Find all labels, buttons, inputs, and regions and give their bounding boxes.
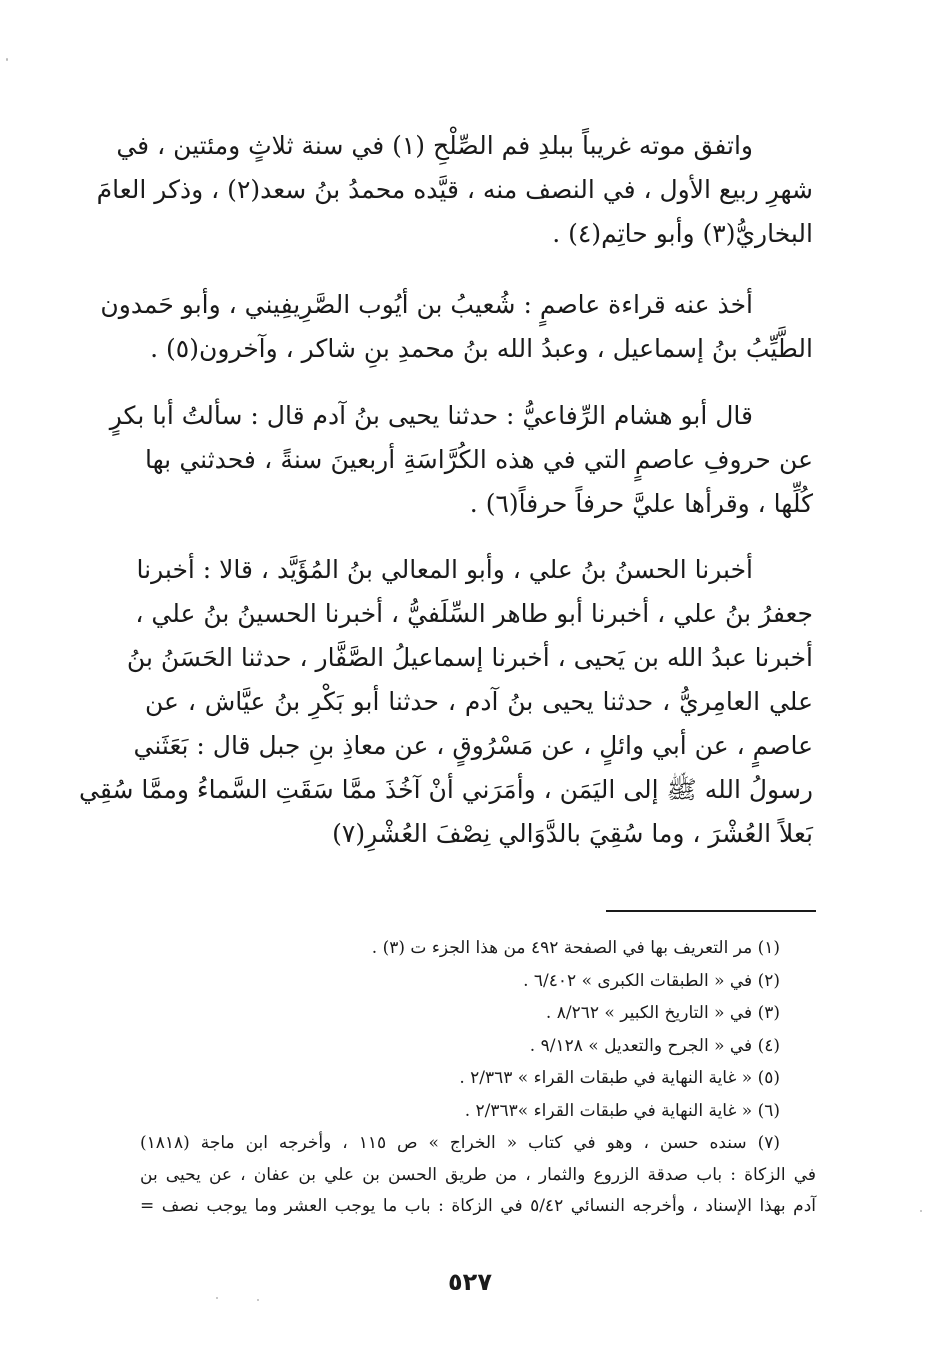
text-line: الطَّيِّبُ بنُ إسماعيل ، وعبدُ الله بنُ محمدِ بنِ شاكر ، وآخرون(٥) . [150,334,813,363]
footnote-continuation: آدم بهذا الإسناد ، وأخرجه النسائي ٥/٤٢ في الزكاة : باب ما يوجب العشر وما يوجب نصف = [140,1195,816,1216]
text-line: عاصمٍ ، عن أبي وائلٍ ، عن مَسْرُوقٍ ، عن معاذِ بنِ جبل قال : بَعَثَني [133,731,813,760]
text-line: شهرِ ربيع الأول ، في النصف منه ، قيَّده محمدُ بنُ سعد(٢) ، وذكر العامَ [96,175,813,204]
paragraph-death [96,124,813,256]
text-line: أخبرنا الحسنُ بنُ علي ، وأبو المعالي بنُ المُؤَيَّد ، قالا : أخبرنا [136,555,753,584]
footnote-item: (٢) في « الطبقات الكبرى » ٦/٤٠٢ . [523,970,780,991]
scan-speck [6,58,8,61]
text-line: جعفرُ بنُ علي ، أخبرنا أبو طاهر السِّلَفيُّ ، أخبرنا الحسينُ بنُ علي ، [135,599,813,628]
footnote-separator [606,910,816,912]
scan-speck [920,1210,922,1212]
text-line: واتفق موته غريباً ببلدِ فم الصِّلْحِ (١) في سنة ثلاثٍ ومئتين ، في [116,131,753,160]
footnote-item: (٧) سنده حسن ، وهو في كتاب « الخراج » ص ١١٥ ، وأخرجه ابن ماجة (١٨١٨) [140,1133,780,1153]
scan-speck [257,1299,259,1301]
paragraph-students [100,283,813,371]
footnote-item: (٤) في « الجرح والتعديل » ٩/١٢٨ . [529,1035,780,1056]
text-line: البخاريُّ(٣) وأبو حاتِم(٤) . [552,219,813,248]
text-line: أخذ عنه قراءة عاصمٍ : شُعيبُ بن أيُوب الصَّرِيفِيني ، وأبو حَمدون [100,290,753,319]
footnote-item: (٣) في « التاريخ الكبير » ٨/٢٦٢ . [545,1003,780,1023]
paragraph-rifai [109,394,813,526]
text-line: عن حروفِ عاصمٍ التي في هذه الكُرَّاسَةِ أربعينَ سنةً ، فحدثني بها [145,445,813,474]
footnote-item: (٦) « غاية النهاية في طبقات القراء »٢/٣٦٣ . [464,1100,780,1121]
text-line: كُلِّها ، وقرأها عليَّ حرفاً حرفاً(٦) . [469,489,813,518]
page-number: ٥٢٧ [448,1268,492,1296]
footnote-continuation: في الزكاة : باب صدقة الزروع والثمار ، من طريق الحسن بن علي بن عفان ، عن يحيى بن [140,1164,816,1185]
scan-speck [216,1297,218,1299]
footnotes [140,932,816,1222]
text-line: بَعلاً العُشْرَ ، وما سُقِيَ بالدَّوَالي نِصْفَ العُشْرِ(٧) [332,819,813,848]
paragraph-hadith [79,548,813,856]
text-line: رسولُ الله ﷺ إلى اليَمَن ، وأمَرَني أنْ آخُذَ ممَّا سَقَتِ السَّماءُ وممَّا سُقِي [79,775,813,804]
text-line: قال أبو هشام الرِّفاعيُّ : حدثنا يحيى بنُ آدم قال : سألتُ أبا بكرٍ [109,401,753,430]
text-line: علي العامِريُّ ، حدثنا يحيى بنُ آدم ، حدثنا أبو بَكْرِ بنُ عيَّاش ، عن [145,687,813,716]
footnote-item: (١) مر التعريف بها في الصفحة ٤٩٢ من هذا الجزء ت (٣) . [371,938,780,958]
text-line: أخبرنا عبدُ الله بن يَحيى ، أخبرنا إسماعيلُ الصَّفَّار ، حدثنا الحَسَنُ بنُ [126,643,813,672]
footnote-item: (٥) « غاية النهاية في طبقات القراء » ٢/٣٦٣ . [459,1068,780,1088]
